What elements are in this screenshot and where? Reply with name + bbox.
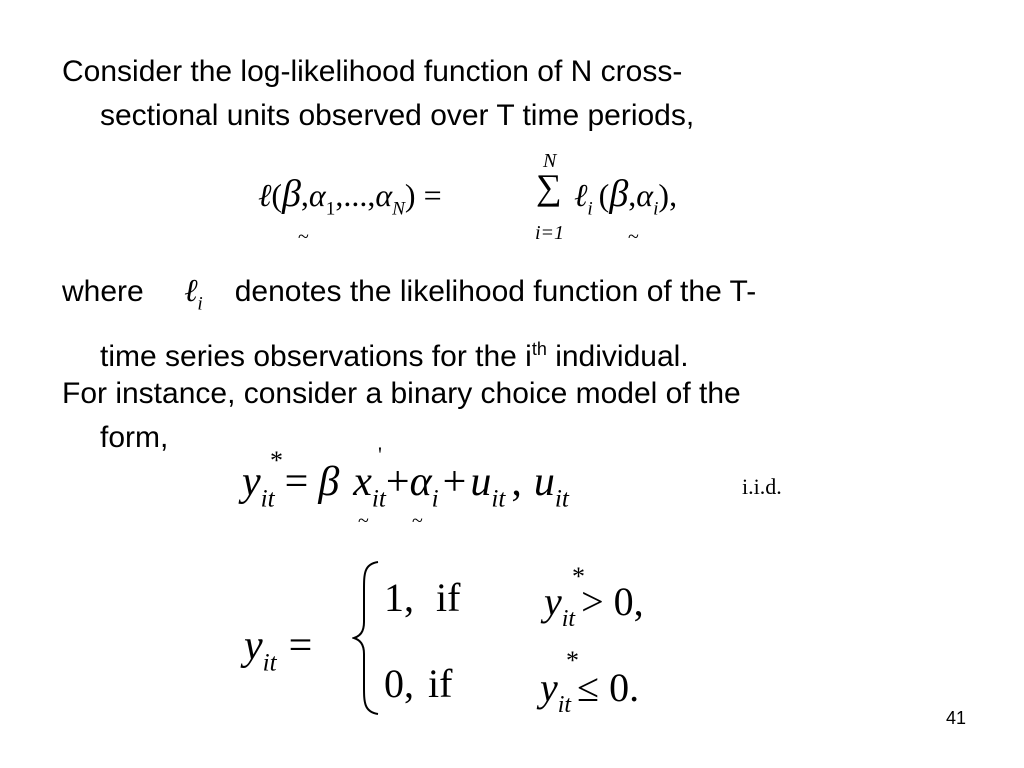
rhs-alpha-symbol: α bbox=[636, 177, 654, 213]
case-2-if: if bbox=[428, 661, 453, 706]
case-2-y-sub: it bbox=[557, 691, 572, 718]
y-latent-sub: it bbox=[260, 485, 275, 513]
case-2-relation: ≤ 0. bbox=[577, 665, 640, 710]
intro-line-2: sectional units observed over T time periods, bbox=[100, 99, 695, 132]
u-sub: it bbox=[491, 485, 506, 513]
sum-lower-limit bbox=[535, 222, 564, 245]
rhs-comma: , bbox=[628, 177, 637, 213]
sum-lower-text: i=1 bbox=[535, 222, 565, 244]
sum-upper-limit: N bbox=[543, 150, 557, 172]
case-2-value: 0, bbox=[384, 661, 414, 706]
y-latent: y bbox=[242, 459, 261, 505]
case-1-y-sub: it bbox=[561, 605, 576, 632]
x-sub: it bbox=[371, 485, 386, 513]
where-line-2-pre: time series observations for the i bbox=[100, 339, 532, 373]
case-1-value: 1, bbox=[384, 575, 414, 620]
alpha-sub-1: 1 bbox=[325, 198, 336, 220]
beta-tilde-eq2: ~ bbox=[358, 510, 369, 532]
case-1 bbox=[384, 574, 460, 621]
ell-i-symbol: ℓ bbox=[574, 177, 588, 213]
alpha-symbol: α bbox=[308, 177, 326, 213]
rhs-beta-symbol: β bbox=[609, 173, 629, 215]
beta-prime: ' bbox=[378, 442, 382, 467]
x-tilde-eq2: ~ bbox=[412, 510, 423, 532]
alpha-symbol-n: α bbox=[375, 177, 393, 213]
eq3-equals: = bbox=[288, 623, 313, 669]
u-variable-2: u bbox=[533, 459, 555, 505]
binary-line-2: form, bbox=[100, 421, 169, 454]
sum-symbol: ∑ bbox=[536, 167, 562, 207]
where-word: where bbox=[62, 275, 144, 308]
ell-inline-symbol: ℓ bbox=[184, 272, 198, 308]
binary-line-1: For instance, consider a binary choice model of the bbox=[62, 377, 741, 410]
case-1-y: y bbox=[544, 579, 562, 624]
ell-inline-sub: i bbox=[197, 293, 203, 315]
u2-sub: it bbox=[554, 485, 569, 513]
case-1-relation: > 0, bbox=[581, 579, 644, 624]
comma: , bbox=[300, 177, 309, 213]
eq2-comma: , bbox=[511, 459, 522, 505]
ell-i-inline bbox=[184, 272, 203, 315]
left-brace-icon bbox=[352, 560, 382, 716]
y-observed-sub: it bbox=[262, 649, 277, 677]
case-1-if: if bbox=[436, 575, 461, 620]
ell-symbol: ℓ bbox=[258, 177, 272, 213]
th-superscript: th bbox=[531, 338, 547, 359]
close-equals: ) = bbox=[404, 177, 442, 213]
plus-sign-2: + bbox=[442, 459, 467, 505]
case-2-y: y bbox=[540, 665, 558, 710]
rhs-close: ), bbox=[658, 177, 678, 213]
open-paren: ( bbox=[271, 177, 282, 213]
where-line-2 bbox=[62, 327, 982, 379]
y-observed: y bbox=[244, 623, 263, 669]
beta-tilde-2: ~ bbox=[628, 226, 639, 248]
case-2-star: * bbox=[566, 646, 579, 675]
ellipsis: ,..., bbox=[335, 177, 376, 213]
page-number: 41 bbox=[945, 708, 966, 728]
binary-choice-paragraph bbox=[62, 372, 982, 460]
where-line-2-post: individual. bbox=[546, 339, 689, 373]
iid-label: i.i.d. bbox=[742, 474, 782, 499]
rhs-open-paren: ( bbox=[598, 177, 610, 213]
equals-sign: = bbox=[284, 459, 309, 505]
case-2 bbox=[384, 660, 452, 707]
alpha-eq2-sub: i bbox=[431, 485, 439, 513]
alpha-eq2: α bbox=[409, 459, 432, 505]
where-line-1-rest: denotes the likelihood function of the T- bbox=[234, 275, 757, 308]
case-1-star: * bbox=[572, 562, 585, 591]
u-variable: u bbox=[470, 459, 492, 505]
where-paragraph bbox=[62, 268, 982, 378]
beta-symbol-eq2: β bbox=[318, 459, 340, 505]
beta-tilde-1: ~ bbox=[298, 226, 309, 248]
rhs-alpha-sub: i bbox=[653, 198, 659, 220]
y-star: * bbox=[270, 446, 283, 475]
plus-sign-1: + bbox=[385, 459, 410, 505]
beta-symbol: β bbox=[281, 173, 301, 215]
alpha-sub-n: N bbox=[392, 198, 405, 220]
intro-paragraph bbox=[62, 50, 982, 138]
intro-line-1: Consider the log-likelihood function of N cross- bbox=[62, 55, 683, 88]
ell-i-sub: i bbox=[587, 198, 593, 220]
x-variable: x bbox=[353, 459, 372, 505]
